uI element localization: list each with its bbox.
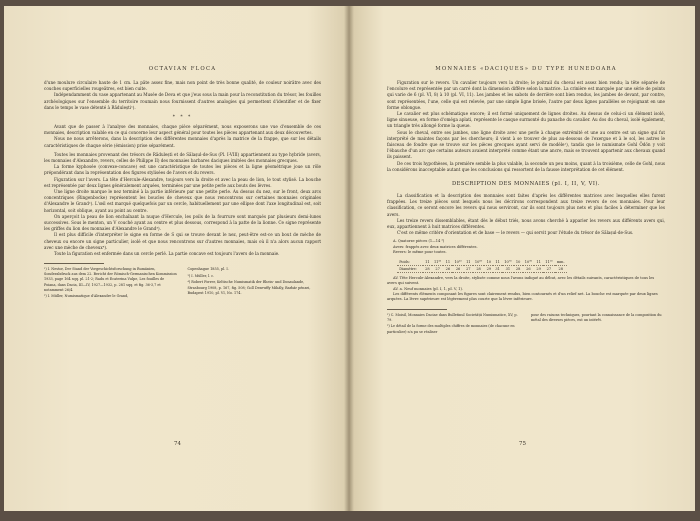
left-page-number: 74 [174, 441, 181, 447]
coin-measurements-table [397, 259, 567, 273]
table-cell: 27 [543, 265, 555, 272]
paragraph: Indépendamment du vase appartenant au Musée de Deva et que j'eus sous la main pour la reconstitution du trésor, les fouilles archéologiques sur l'ensemble du territoire roumain nous fournissent d'autres analogies qui permettent d'identifier et de fixer dans le temps le vase détenté à Rădulești¹). [44, 92, 321, 110]
table-cell: 11 [443, 259, 452, 266]
footnote: pour des raisons techniques, pourtant la connaissance de la composition du métal des diverses pièces, eut un intérêt. [531, 312, 662, 322]
table-cell: 10⁶⁰ [473, 259, 485, 266]
paragraph: AV. a. Neuf monnaies (pl. I, 1, pl. V, 1). [393, 286, 463, 291]
paragraph: On aperçoit la peau de lion enchaînant la nuque d'Hercule, les poils de la fourrure sont marqués par plusieurs demi-lunes successives. Sous le menton, un V couché ayant au centre et plus dessous, correspond à la patte de la lionne. Ce signe représente les griffes du lion des monnaies d'Alexandre le Grand³). [44, 213, 321, 232]
table-cell: 11¹⁸ [543, 259, 555, 266]
left-footnotes [44, 267, 321, 301]
paragraph: C'est ce même critère d'orientation et de base — le revers — qui servit pour l'étude du trésor de Sălașul-de-Sus. [397, 230, 634, 236]
right-running-head: MONNAIES «DACIQUES» DU TYPE HUNEDOARA [435, 66, 617, 72]
paragraph: Une ligne droite marque le nez terminé à la partie inférieure par une petite perle. Au dessus du nez, sur le front, deux arcs concentriques (Ringenbocke) représentent les boucles de cheveux que nous rencontrons sur certaines monnaies originales d'Alexandre le Grand²). L'œil est marqué quelquefois par un cercle, habituellement par une ellipse dont l'axe longitudinal est, soit horizontal, soit oblique, ayant au point au centre. [44, 189, 321, 213]
table-cell: 27 [432, 265, 444, 272]
table-cell: 28 [514, 265, 523, 272]
table-cell: 11 [534, 259, 543, 266]
table-cell: 26 [452, 265, 464, 272]
table-cell: 10⁵⁵ [452, 259, 464, 266]
right-footnotes [387, 313, 665, 336]
right-page [349, 6, 695, 511]
series-block [387, 239, 665, 255]
table-cell: 11 [493, 259, 502, 266]
row-header: Poids: [397, 259, 423, 266]
footnote: ²) Le détail de la forme des multiples chiffres de monnaies (de chacune en particulier) n'a pu se réaliser [387, 324, 515, 334]
paragraph: Les différents éléments composant les figures sont clairement rendus, bien contournés et d'un relief net. La bouche est marquée par deux lignes arquées. La lèvre supérieure est légèrement plus courte que la lèvre inférieure. [387, 291, 658, 302]
right-page-number: 75 [519, 441, 526, 447]
footnote: Copenhague 1855, pl. I. [187, 267, 229, 272]
table-cell: 10⁹⁵ [523, 259, 535, 266]
table-cell: 28 [423, 265, 432, 272]
left-body-text-top [44, 80, 321, 111]
paragraph: La forme kyphosée (convexe-concave) est une caractéristique de toutes les pièces et la ligne géométrique joue un rôle prépondérant dans la représentation des figures stylisées de l'avers et du revers. [44, 164, 321, 176]
table-cell: 11 [423, 259, 432, 266]
table-cell: 27 [464, 265, 473, 272]
table-cell: 11 [464, 259, 473, 266]
table-cell: 31 [493, 265, 502, 272]
table-cell: 26 [523, 265, 535, 272]
series-sub: Revers: le même pour toutes. [393, 250, 447, 255]
coin-notes [387, 276, 665, 303]
paragraph: Avant que de passer à l'analyse des monnaies, chaque pièce séparément, nous exposerons une vue d'ensemble de ces monnaies, description valable en ce qui concerne leur aspect général pour toutes les pièces appartenant aux deux découvertes. [44, 124, 321, 136]
table-cell: 29 [534, 265, 543, 272]
table-cell: 26 [443, 265, 452, 272]
paragraph: De ces trois hypothèses, la première semble la plus valable, la seconde un peu moins, quant à la troisième, celle de Gohl, nous la considérons inacceptable autant que les conclusions qui ressortent de la fausse interprétation de cet élément. [387, 160, 665, 172]
paragraph: Figuration sur le revers. Un cavalier toujours vers la droite; le poitrail du cheval est assez bien rendu; la tête séparée de l'encolure est représentée par un carré dont la dimension diffère selon la matrice. La crinière est marquée par une série de points qui varie de 6 (pl. VI, 8) à 10 (pl. VI, 11). Les jambes et les sabots de derrière sont bien rendus, les jambes de devant, par contre, sont représentées, l'une, celle qui est relevée, par une simple ligne brisée, l'autre par deux lignes parallèles se rejoignant en une forme oblongue. [387, 80, 665, 110]
paragraph: Les treize revers dissemblables, étant dès le début triés, nous avons cherché à apparier les revers aux différents avers qui, eux, appartiennent à huit matrices différentes. [387, 217, 665, 230]
right-body-text-top [387, 80, 665, 173]
table-cell: 28 [473, 265, 485, 272]
table-cell: 11³⁵ [432, 259, 444, 266]
row-header: Diamètre: [397, 265, 423, 272]
table-cell: 10 [484, 259, 493, 266]
footnote: ¹) I. Nestor, Der Stand der Vorgeschichtsforschung in Rumänien, Sonderabdruck aus dem 22. Bericht der Römisch-Germanischen Kommission 1933, page 164 sqq. pl. 21-2; Radu et Ecaterina Vulpe, Les fouilles de Poiana, dans Dacia, III—IV, 1927—1932, p. 281 sqq. et fig. 36-3,7 et notamment 26/4. [44, 267, 177, 292]
paragraph: Le cavalier est plus schématique encore; il est formé uniquement de lignes droites. Au dessus de celui-ci un élément isolé, ligne sinueuse, en forme d'oméga aplati, représente le casque surmonté du panache du cavalier. Au dos du cheval, isolé également, un triangle très allongé forme la queue. [387, 111, 665, 129]
footnote-column [531, 313, 665, 336]
table-row [397, 265, 567, 272]
paragraph: Nous ne nous arrêterons, dans la description des différentes monnaies d'après la matrice de la frappe, que sur les détails caractéristiques de chaque série (émission) prise séparément. [44, 136, 321, 148]
paragraph: AV. Tête Hercule-Alexandre, vers la droite, stylisée comme nous l'avons indiqué au début, avec les détails suivants, caractéristiques de tous les avers qui suivent. [387, 275, 655, 286]
table-cell: 29 [484, 265, 493, 272]
footnote-column [44, 267, 178, 301]
footnote-column [188, 267, 322, 301]
table-cell: mm. [555, 259, 567, 266]
footnote-rule [387, 309, 447, 310]
paragraph: Il est plus difficile d'interpréter le signe en forme de S qui se trouve devant le nez, peut-être est-ce un bout de mèche de cheveux ou encore un signe particulier, isolé et que nous rencontrons sur d'autres monnaies, mais où il n'a alors aucun rapport avec une mèche de cheveux⁴). [44, 232, 321, 250]
paragraph: La classification et la description des monnaies sont faites d'après les différentes matrices avec lesquelles elles furent frappées. Les treize pièces sont lesquels nous les décrirons correspondent aux treize revers de ces monnaies. Pour leur classification, ce seront encore les revers qui nous serviront, car ils sont toujours plus nets et plus faciles à déterminer que les avers. [387, 193, 665, 217]
footnote: ³) I. Müller, l. c. [187, 273, 215, 278]
footnote: ²) I. Müller, Numismatique d'Alexandre le Grand, [44, 294, 129, 299]
paragraph: d'une moulure circulaire haute de 1 cm. La pâte assez fine, mais non point de très bonne qualité, de couleur noirâtre avec des couches superficielles rougeâtres, est bien cuite. [44, 80, 321, 92]
paragraph: Toutes les monnaies provenant des trésors de Rădulești et de Sălașul-de-Sus (Pl. I-VIII) appartiennent au type hybride (avers, les monnaies d'Alexandre, revers, celles de Philippe II) des monnaies barbares daciques imitées des monnaies grecques. [44, 151, 321, 164]
section-heading: DESCRIPTION DES MONNAIES (pl. I, II, V, VI). [451, 181, 601, 188]
table-cell: 10 [514, 259, 523, 266]
book-gutter [344, 6, 354, 511]
footnote: ¹) C. Moisil, Monnaies Daciae dans Bulletinul Societății Numismatice, XV, p. 79. [387, 312, 518, 322]
left-page [4, 6, 349, 511]
footnote-rule [44, 263, 104, 264]
left-running-head: OCTAVIAN FLOCA [148, 66, 217, 72]
paragraph: Figuration sur l'avers. La tête d'Hercule-Alexandre, toujours vers la droite et avec la peau de lion, le tout stylisé. La bouche est représentée par deux lignes généralement arquées, terminées par une petite perle aux bouts des lèvres. [44, 176, 321, 188]
table-cell: 31 [502, 265, 514, 272]
left-body-text [44, 124, 321, 257]
paragraph: Sous le cheval, entre ses jambes, une ligne droite avec une perle à chaque extrémité et une au centre est un signe qui fut interprété de maintes façons par les chercheurs; il vient à se trouver de plus au-dessous de l'exergue et à le sol, les astres le faisceau de foudre que se trouve sur les pièces grecques ayant servi de modèle¹), tandis que le numismate Gohl Ödön y voit l'ébauche d'un arc que certains auteurs avaient interprété comme étant une ancre, mais se trouvent appartenir aux chevaux quand ils paissent. [387, 129, 665, 160]
paragraph: Toute la figuration est enfermée dans un cercle perlé. La partie concave est toujours l'avers de la monnaie. [54, 251, 280, 257]
table-cell: 10⁷⁶ [502, 259, 514, 266]
series-label: A. Quatorze pièces (1—14 ²) [393, 239, 445, 244]
footnote: ⁴) Robert Forrer, Keltische Numismatik der Rhein- und Donaulande, Strasbourg 1908, p. 167, fig. 508; Goll Desewffy Mihály, Barbár pénzei, Budapest 1910, pl. VI, No. 174. [187, 280, 311, 295]
section-separator: * * * [172, 115, 193, 121]
table-cell: 28 [555, 265, 567, 272]
footnote-column [387, 313, 521, 336]
series-sub: Avers: frappés avec deux matrices différentes. [393, 244, 478, 249]
right-body-text [387, 193, 665, 236]
